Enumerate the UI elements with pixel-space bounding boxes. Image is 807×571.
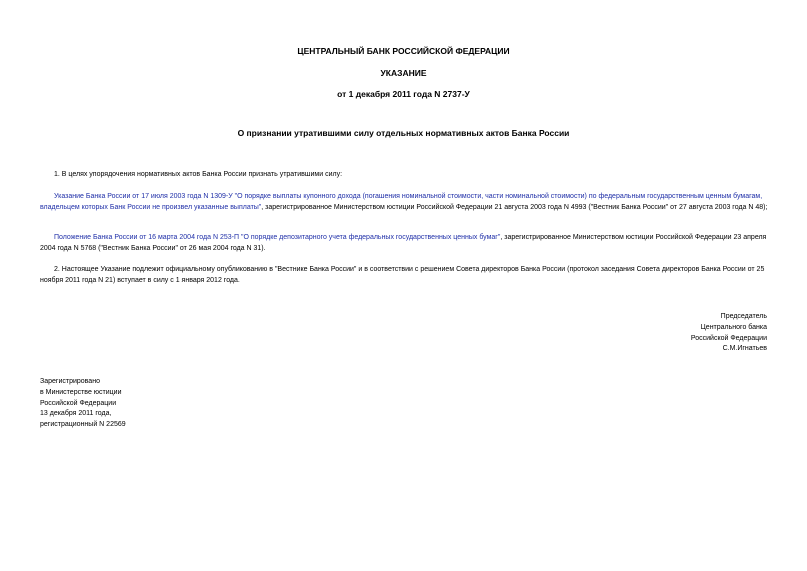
registration-line-3: Российской Федерации bbox=[40, 399, 117, 407]
document-date-number: от 1 декабря 2011 года N 2737-У bbox=[337, 89, 470, 99]
link-directive-1309u[interactable]: Указание Банка России от 17 июля 2003 года N 1309-У "О порядке выплаты купонного дохода (погашения номинальной стоимости, части номинальной стоимости) по федеральным государственным ценным бумагам, владельцем которых Банк России не произвел указанные выплаты" bbox=[40, 193, 763, 211]
signature-organization: Центрального банка bbox=[700, 323, 767, 331]
repealed-item-1 bbox=[40, 192, 771, 213]
repealed-item-2 bbox=[40, 233, 771, 254]
signatory-name: С.М.Игнатьев bbox=[722, 345, 767, 353]
repealed-item-2-details: , зарегистрированное Министерством юстиции Российской Федерации 23 апреля 2004 года N 5768 ("Вестник Банка России" от 26 мая 2004 года N 31). bbox=[40, 234, 767, 252]
registration-line-2: в Министерстве юстиции bbox=[40, 388, 122, 396]
registration-block bbox=[40, 377, 126, 431]
registration-number: регистрационный N 22569 bbox=[40, 421, 126, 429]
issuer-heading: ЦЕНТРАЛЬНЫЙ БАНК РОССИЙСКОЙ ФЕДЕРАЦИИ bbox=[297, 46, 510, 56]
document-type: УКАЗАНИЕ bbox=[380, 68, 427, 78]
link-regulation-253p[interactable]: Положение Банка России от 16 марта 2004 года N 253-П "О порядке депозитарного учета федеральных государственных ценных бумаг" bbox=[54, 234, 501, 241]
signature-organization-2: Российской Федерации bbox=[690, 334, 767, 342]
paragraph-2: 2. Настоящее Указание подлежит официальному опубликованию в "Вестнике Банка России" и в соответствии с решением Совета директоров Банка России (протокол заседания Совета директоров Банка России от 25 ноября 2011 года N 21) вступает в силу с 1 января 2012 года. bbox=[40, 266, 765, 284]
repealed-item-1-details: , зарегистрированное Министерством юстиции Российской Федерации 21 августа 2003 года N 4993 ("Вестник Банка России" от 27 августа 2003 года N 48); bbox=[261, 203, 768, 211]
document-title: О признании утратившими силу отдельных нормативных актов Банка России bbox=[237, 128, 570, 138]
signature-block bbox=[691, 312, 767, 355]
signature-position: Председатель bbox=[720, 313, 767, 320]
registration-line-1: Зарегистрировано bbox=[40, 378, 100, 385]
paragraph-1: 1. В целях упорядочения нормативных актов Банка России признать утратившими силу: bbox=[54, 171, 343, 178]
registration-date: 13 декабря 2011 года, bbox=[40, 410, 112, 418]
